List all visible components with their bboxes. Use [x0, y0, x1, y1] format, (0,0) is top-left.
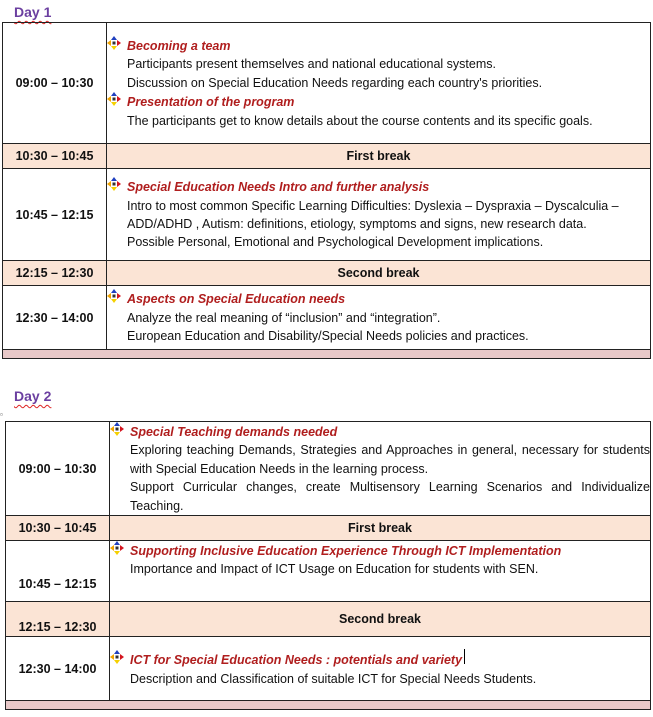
table-footer-row: [3, 350, 651, 359]
topic-text: Description and Classification of suitable ICT for Special Needs Students.: [130, 671, 537, 686]
table-row: [3, 144, 651, 169]
topic-title: Supporting Inclusive Education Experience Through ICT Implementation: [130, 544, 562, 559]
table-row: [6, 516, 651, 541]
paragraph-marker-icon: ▫: [0, 410, 3, 419]
topic-title: Aspects on Special Education needs: [127, 292, 346, 307]
topic-title: Becoming a team: [127, 38, 231, 53]
bullet-arrow-icon: [107, 36, 127, 50]
time-cell: 12:15 – 12:30: [6, 602, 110, 637]
time-cell: 10:45 – 12:15: [6, 541, 110, 602]
topic-text: Analyze the real meaning of “inclusion” and “integration”.: [127, 310, 441, 325]
bullet-arrow-icon: [107, 177, 127, 191]
session-cell: [110, 637, 651, 701]
time-cell: 12:30 – 14:00: [6, 637, 110, 701]
table-row: [3, 286, 651, 350]
session-cell: [110, 541, 651, 602]
time-cell: 10:45 – 12:15: [3, 169, 107, 261]
session-cell: [107, 286, 651, 350]
bullet-arrow-icon: [110, 422, 130, 436]
day-1-schedule-table: [2, 22, 651, 359]
table-row: [6, 541, 651, 602]
session-cell: [107, 23, 651, 144]
break-label: First break: [107, 144, 651, 169]
day-2-schedule-table: [5, 421, 651, 710]
table-row: [6, 637, 651, 701]
break-label: Second break: [107, 261, 651, 286]
topic-text: Support Curricular changes, create Multisensory Learning Scenarios and Individualize Teaching.: [130, 480, 650, 513]
topic-title: Special Teaching demands needed: [130, 425, 338, 439]
table-footer-row: [6, 701, 651, 710]
bullet-arrow-icon: [110, 650, 130, 664]
topic-text: Discussion on Special Education Needs regarding each country's priorities.: [127, 75, 543, 90]
topic-text: European Education and Disability/Special Needs policies and practices.: [127, 329, 529, 344]
day-1-title: Day 1: [14, 4, 52, 20]
table-row: [3, 23, 651, 144]
bullet-arrow-icon: [110, 541, 130, 555]
topic-text: The participants get to know details about the course contents and its specific goals.: [127, 113, 593, 128]
time-cell: 10:30 – 10:45: [6, 516, 110, 541]
topic-text: Participants present themselves and national educational systems.: [127, 57, 496, 72]
topic-text: Importance and Impact of ICT Usage on Education for students with SEN.: [130, 562, 539, 577]
session-cell: [110, 422, 651, 516]
session-cell: [107, 169, 651, 261]
topic-text: Possible Personal, Emotional and Psychological Development implications.: [127, 235, 544, 250]
topic-title: ICT for Special Education Needs : potentials and variety: [130, 653, 463, 668]
break-label: First break: [110, 516, 651, 541]
table-row: [6, 422, 651, 516]
break-label: Second break: [110, 602, 651, 637]
text-cursor: [464, 649, 465, 664]
time-cell: 09:00 – 10:30: [6, 422, 110, 516]
bullet-arrow-icon: [107, 92, 127, 106]
topic-text: Exploring teaching Demands, Strategies and Approaches in general, necessary for students with Special Education Needs in the learning process.: [130, 443, 650, 476]
bullet-arrow-icon: [107, 289, 127, 303]
time-cell: 10:30 – 10:45: [3, 144, 107, 169]
topic-title: Presentation of the program: [127, 95, 295, 110]
topic-text: Intro to most common Specific Learning Difficulties: Dyslexia – Dyspraxia – Dyscalculia – ADD/ADHD , Autism: definitions, etiology, symptoms and signs, new research data.: [127, 198, 619, 231]
time-cell: 12:30 – 14:00: [3, 286, 107, 350]
table-row: [6, 602, 651, 637]
topic-title: Special Education Needs Intro and further analysis: [127, 180, 430, 195]
table-row: [3, 261, 651, 286]
time-cell: 09:00 – 10:30: [3, 23, 107, 144]
table-row: [3, 169, 651, 261]
time-cell: 12:15 – 12:30: [3, 261, 107, 286]
day-2-title: Day 2: [14, 388, 52, 404]
